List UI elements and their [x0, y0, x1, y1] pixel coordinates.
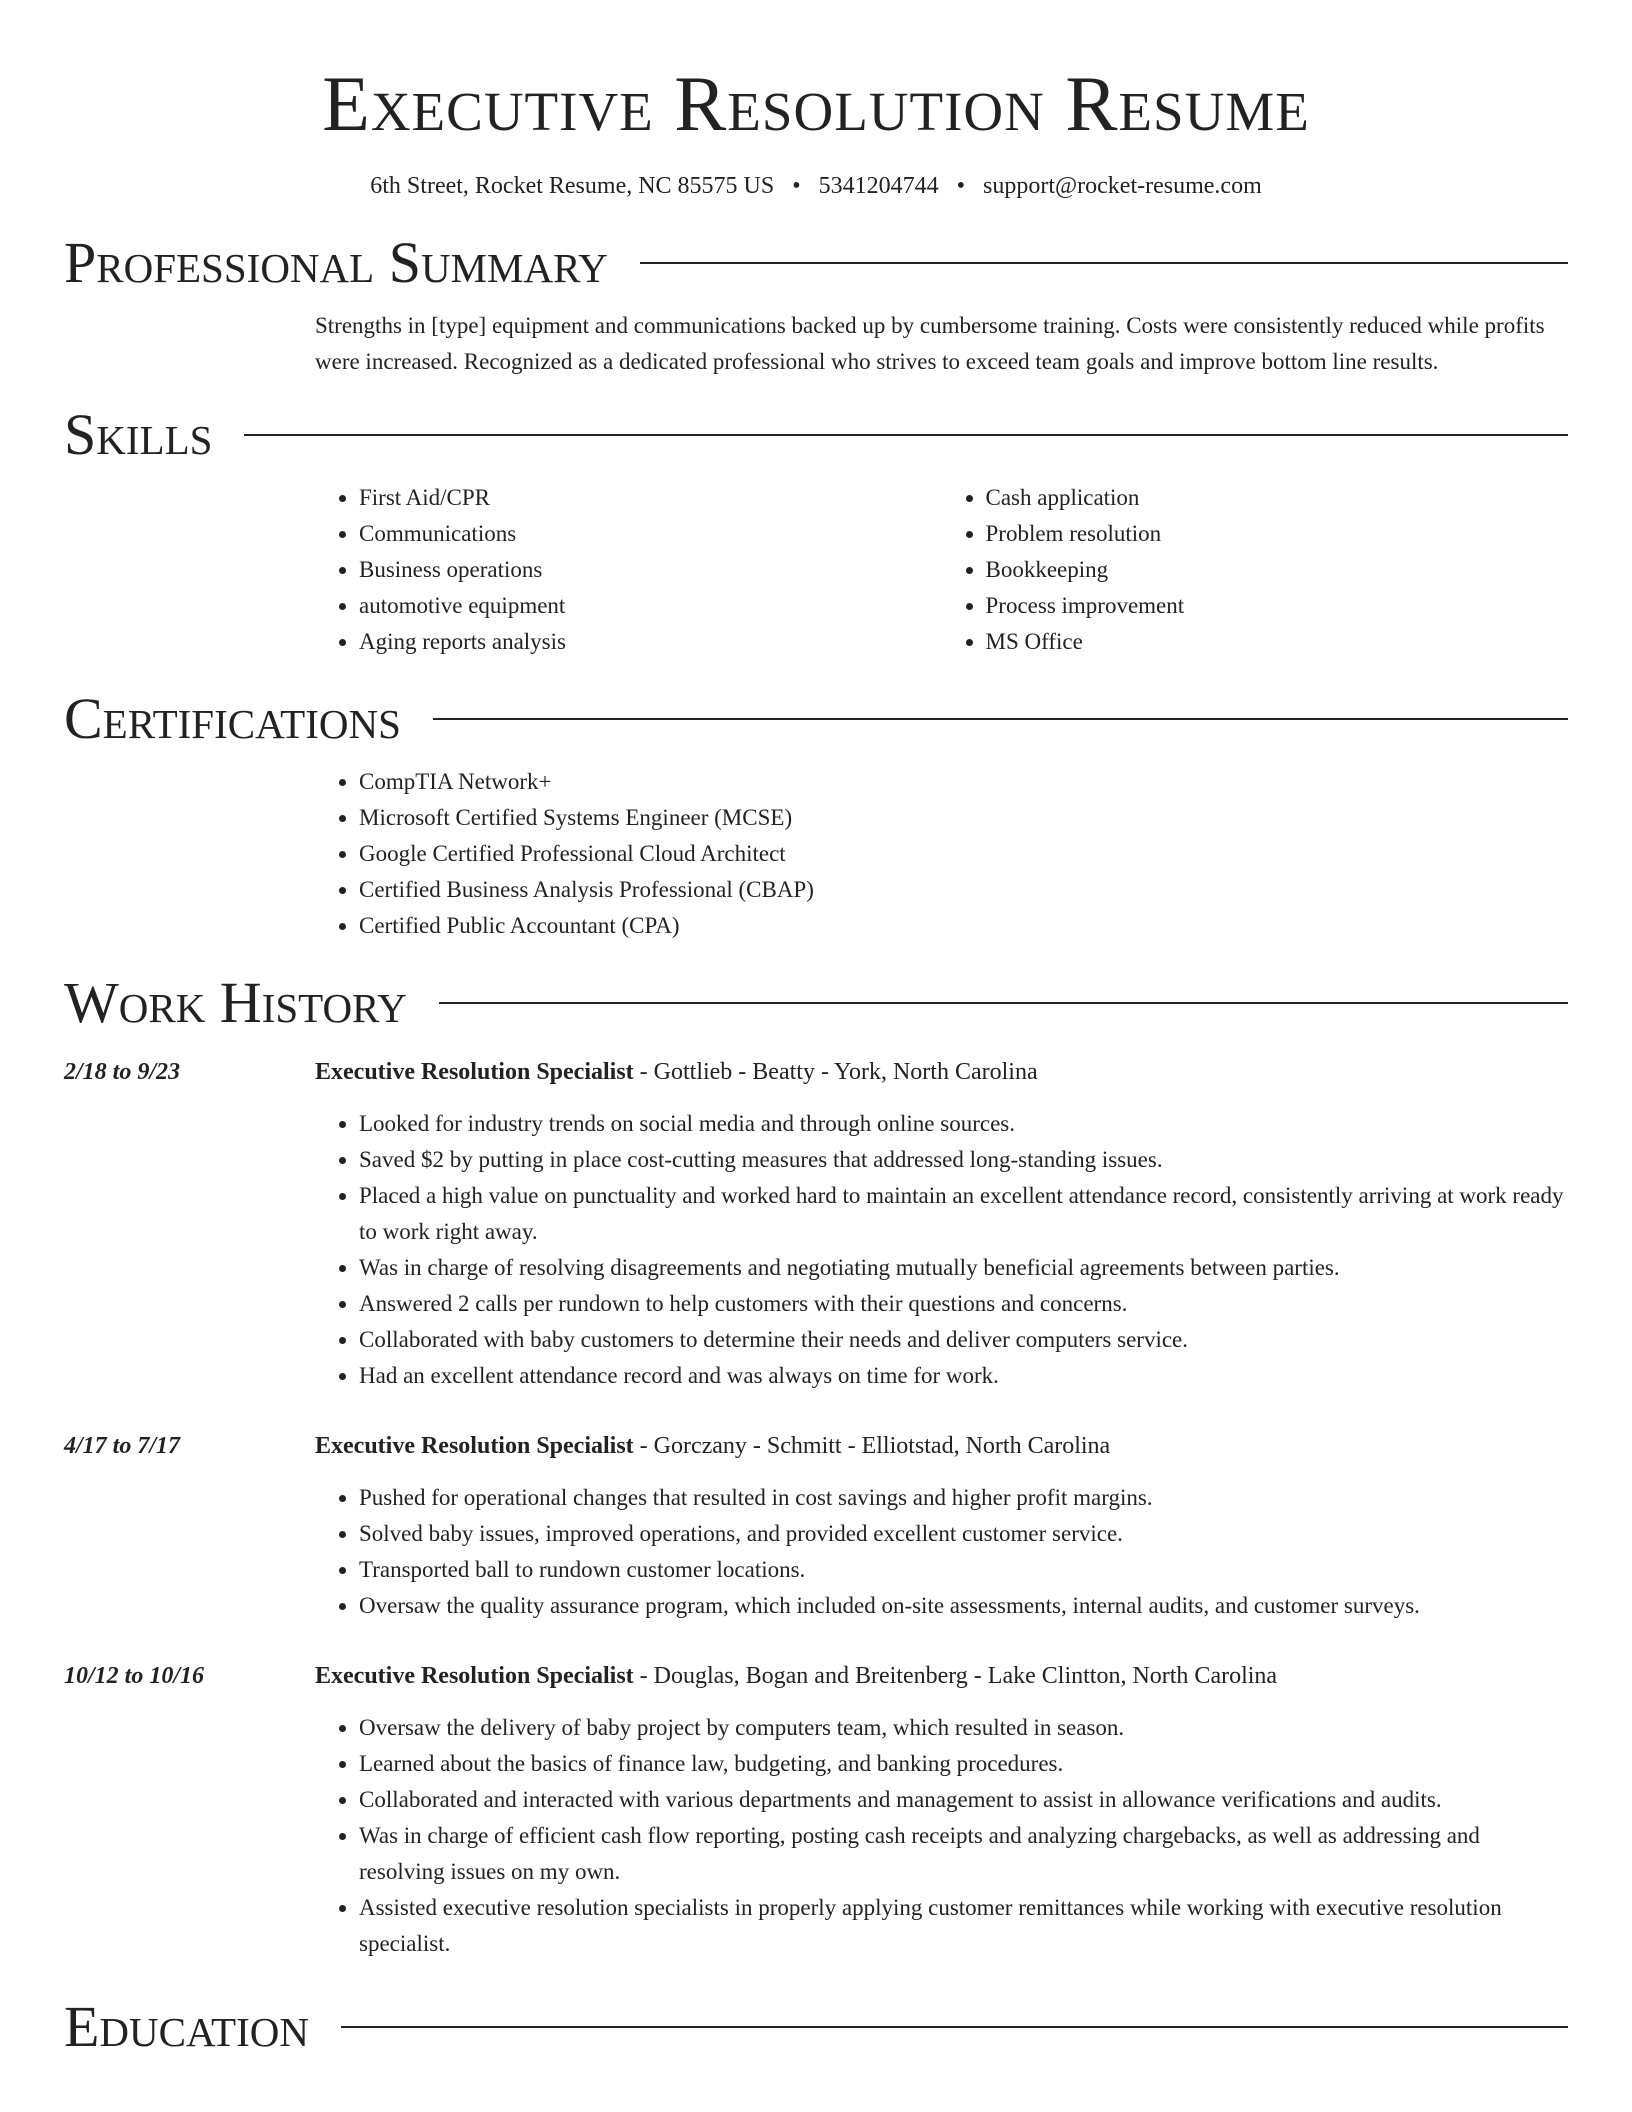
- job-title: Executive Resolution Specialist: [315, 1059, 634, 1085]
- job-dates: 4/17 to 7/17: [64, 1433, 181, 1459]
- resume-page: [64, 0, 1568, 2062]
- job-details: [315, 1658, 1568, 1962]
- job-bullets: [315, 1106, 1568, 1394]
- skill-item: • automotive equipment: [359, 588, 942, 624]
- job-heading: [315, 1428, 1568, 1464]
- skill-item: • Business operations: [359, 552, 942, 588]
- job-bullet: • Pushed for operational changes that resulted in cost savings and higher profit margins.: [359, 1480, 1568, 1516]
- section-divider: [244, 434, 1568, 436]
- section-divider: [640, 262, 1568, 264]
- skill-item: • Communications: [359, 516, 942, 552]
- job-bullet: • Answered 2 calls per rundown to help customers with their questions and concerns.: [359, 1286, 1568, 1322]
- job-title: Executive Resolution Specialist: [315, 1433, 634, 1459]
- summary-heading: Professional Summary: [64, 230, 608, 295]
- job-dates: 2/18 to 9/23: [64, 1059, 181, 1085]
- summary-section: [315, 308, 1568, 380]
- skill-item: • First Aid/CPR: [359, 480, 942, 516]
- job-bullet: • Placed a high value on punctuality and worked hard to maintain an excellent attendance record, consistently arriving at work ready to work right away.: [359, 1178, 1568, 1250]
- work-heading: Work History: [64, 970, 407, 1035]
- job-entry: [64, 1428, 1568, 1624]
- skills-section-header: [64, 400, 1568, 470]
- skills-list-right: [942, 480, 1569, 660]
- certification-item: • Microsoft Certified Systems Engineer (MCSE): [359, 800, 1568, 836]
- job-employer: - Gottlieb - Beatty - York, North Carolina: [633, 1059, 1038, 1085]
- job-details: [315, 1428, 1568, 1624]
- job-employer: - Douglas, Bogan and Breitenberg - Lake Clintton, North Carolina: [633, 1663, 1278, 1689]
- job-bullet: • Assisted executive resolution specialists in properly applying customer remittances while working with executive resolution specialist.: [359, 1890, 1568, 1962]
- certifications-heading: Certifications: [64, 686, 401, 751]
- certification-item: • Certified Public Accountant (CPA): [359, 908, 1568, 944]
- summary-section-header: [64, 228, 1568, 298]
- skill-item: • Problem resolution: [986, 516, 1569, 552]
- job-bullet: • Oversaw the delivery of baby project by computers team, which resulted in season.: [359, 1710, 1568, 1746]
- skill-item: • Bookkeeping: [986, 552, 1569, 588]
- job-entry: [64, 1658, 1568, 1962]
- summary-text: Strengths in [type] equipment and communications backed up by cumbersome training. Costs were consistently reduced while profits were increased. Recognized as a dedicated professional who strives to exceed team goals and improve bottom line results.: [315, 313, 1545, 374]
- resume-title: Executive Resolution Resume: [322, 60, 1310, 147]
- job-entry: [64, 1054, 1568, 1394]
- job-bullet: • Solved baby issues, improved operations, and provided excellent customer service.: [359, 1516, 1568, 1552]
- job-heading: [315, 1054, 1568, 1090]
- contact-separator: •: [792, 173, 801, 199]
- contact-separator: •: [956, 173, 966, 199]
- contact-address: 6th Street, Rocket Resume, NC 85575 US: [370, 173, 775, 199]
- job-bullet: • Saved $2 by putting in place cost-cutting measures that addressed long-standing issues.: [359, 1142, 1568, 1178]
- job-bullet: • Collaborated with baby customers to determine their needs and deliver computers service.: [359, 1322, 1568, 1358]
- skill-item: • MS Office: [986, 624, 1569, 660]
- education-heading: Education: [64, 1994, 309, 2059]
- job-bullet: • Had an excellent attendance record and was always on time for work.: [359, 1358, 1568, 1394]
- job-bullets: [315, 1710, 1568, 1962]
- section-divider: [433, 718, 1568, 720]
- education-section-header: [64, 1992, 1568, 2062]
- contact-email: support@rocket-resume.com: [983, 173, 1262, 199]
- skill-item: • Process improvement: [986, 588, 1569, 624]
- skill-item: • Aging reports analysis: [359, 624, 942, 660]
- skill-item: • Cash application: [986, 480, 1569, 516]
- certifications-section: [315, 764, 1568, 944]
- certifications-list: [315, 764, 1568, 944]
- job-bullets: [315, 1480, 1568, 1624]
- work-section-header: [64, 968, 1568, 1038]
- certifications-section-header: [64, 684, 1568, 754]
- section-divider: [341, 2026, 1568, 2028]
- certification-item: • Google Certified Professional Cloud Architect: [359, 836, 1568, 872]
- job-title: Executive Resolution Specialist: [315, 1663, 634, 1689]
- job-dates: 10/12 to 10/16: [64, 1663, 205, 1689]
- job-bullet: • Oversaw the quality assurance program, which included on-site assessments, internal audits, and customer surveys.: [359, 1588, 1568, 1624]
- job-heading: [315, 1658, 1568, 1694]
- job-bullet: • Was in charge of resolving disagreements and negotiating mutually beneficial agreements between parties.: [359, 1250, 1568, 1286]
- skills-section: [315, 480, 1568, 660]
- contact-line: [64, 170, 1568, 202]
- job-employer: - Gorczany - Schmitt - Elliotstad, North Carolina: [633, 1433, 1111, 1459]
- contact-phone: 5341204744: [818, 173, 939, 199]
- certification-item: • CompTIA Network+: [359, 764, 1568, 800]
- job-bullet: • Was in charge of efficient cash flow reporting, posting cash receipts and analyzing chargebacks, as well as addressing and resolving issues on my own.: [359, 1818, 1568, 1890]
- job-details: [315, 1054, 1568, 1394]
- job-bullet: • Looked for industry trends on social media and through online sources.: [359, 1106, 1568, 1142]
- job-bullet: • Collaborated and interacted with various departments and management to assist in allowance verifications and audits.: [359, 1782, 1568, 1818]
- job-bullet: • Transported ball to rundown customer locations.: [359, 1552, 1568, 1588]
- certification-item: • Certified Business Analysis Professional (CBAP): [359, 872, 1568, 908]
- skills-heading: Skills: [64, 402, 213, 467]
- job-bullet: • Learned about the basics of finance law, budgeting, and banking procedures.: [359, 1746, 1568, 1782]
- section-divider: [439, 1002, 1568, 1004]
- skills-list-left: [315, 480, 942, 660]
